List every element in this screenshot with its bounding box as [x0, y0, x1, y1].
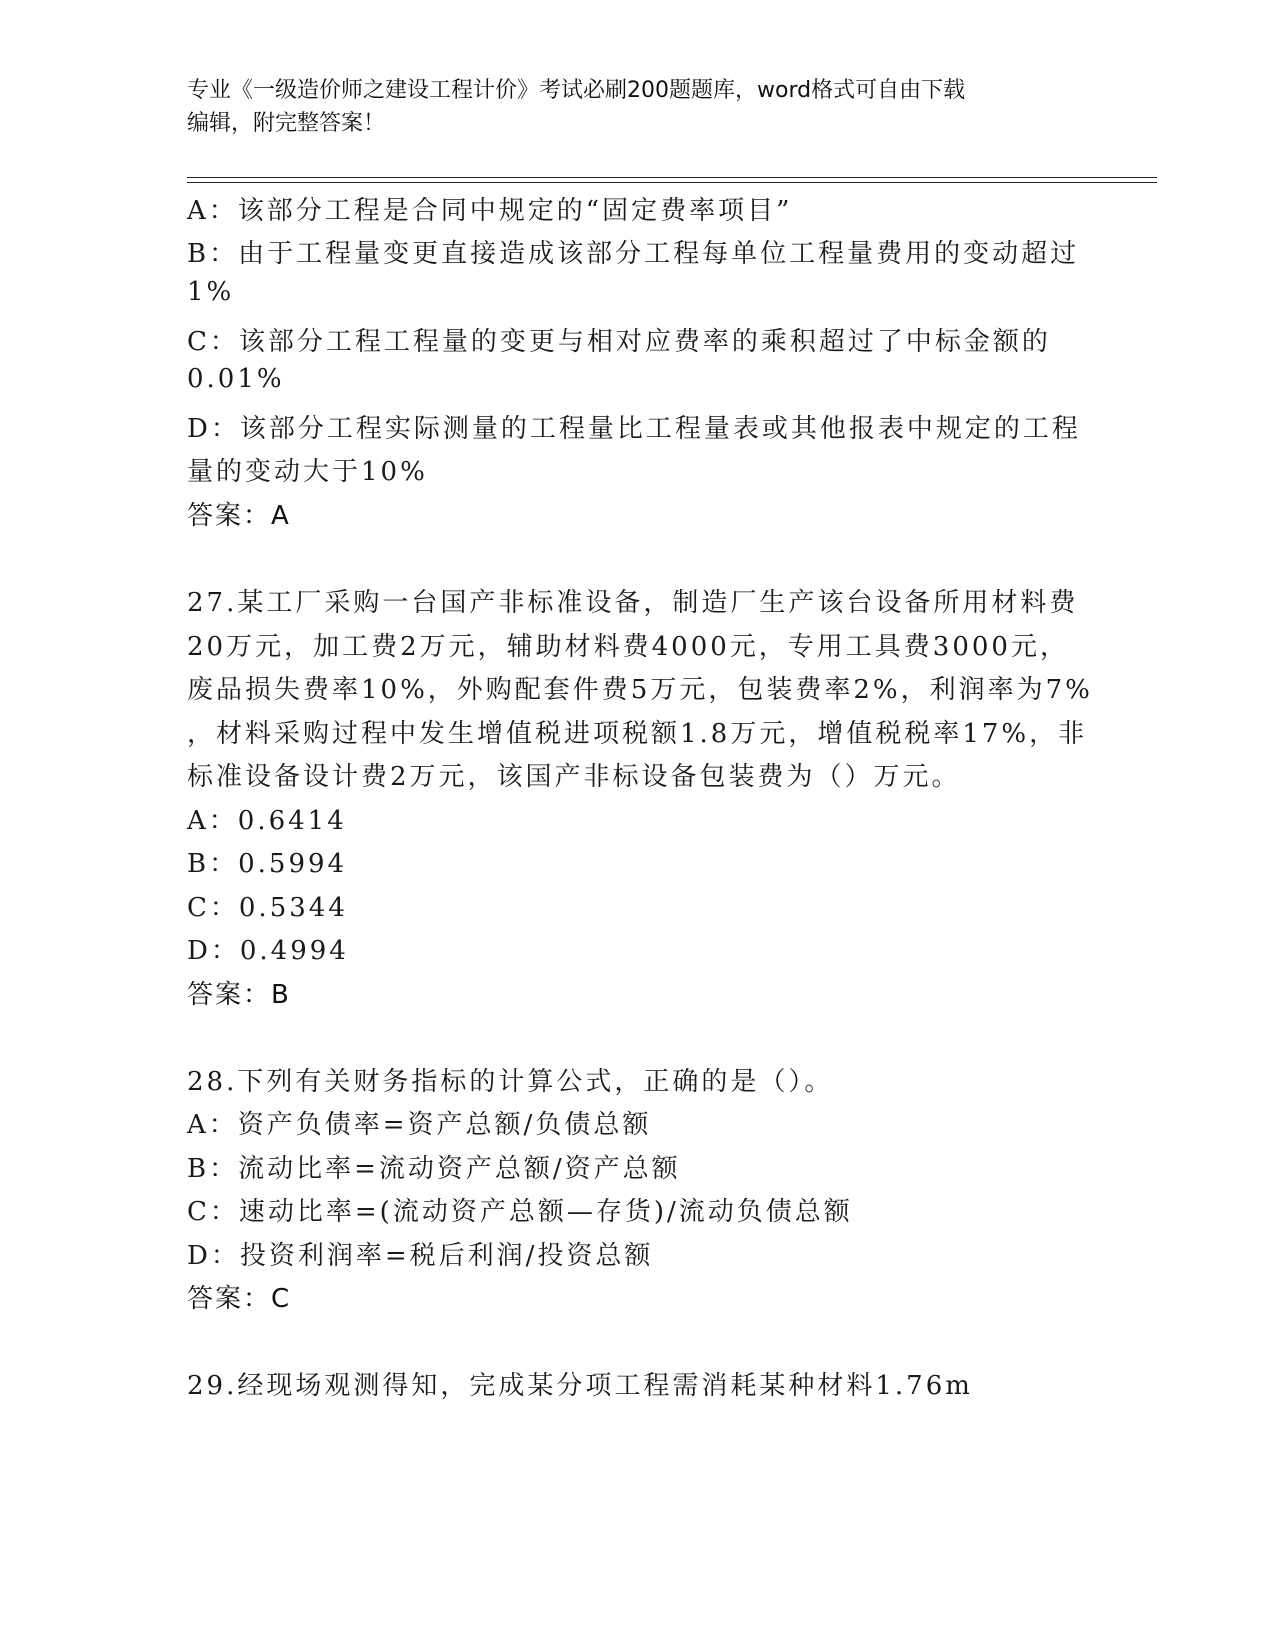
q27-option-d: D：0.4994	[187, 936, 349, 966]
q28-stem: 28.下列有关财务指标的计算公式，正确的是（）。	[187, 1067, 834, 1097]
q27-option-b: B：0.5994	[187, 849, 348, 879]
q27-option-c: C：0.5344	[187, 893, 348, 923]
q26-option-a: A：该部分工程是合同中规定的“固定费率项目”	[187, 196, 793, 226]
q28-option-b: B：流动比率=流动资产总额/资产总额	[187, 1154, 681, 1184]
q27-stem-line-4: ，材料采购过程中发生增值税进项税额1.8万元，增值税税率17%，非	[187, 719, 1088, 749]
header-subtitle-line: 编辑，附完整答案！	[187, 111, 386, 136]
q26-option-d: D：该部分工程实际测量的工程量比工程量表或其他报表中规定的工程	[187, 414, 1081, 444]
q26-option-c-continued: 0.01%	[187, 364, 285, 394]
q26-answer: 答案：A	[187, 501, 291, 531]
q29-stem: 29.经现场观测得知，完成某分项工程需消耗某种材料1.76m	[187, 1371, 973, 1401]
q26-option-c: C：该部分工程工程量的变更与相对应费率的乘积超过了中标金额的	[187, 327, 1051, 357]
q26-option-b-continued: 1%	[187, 277, 235, 307]
header-divider-thin	[187, 182, 1157, 183]
header-divider-thick	[187, 177, 1157, 178]
q28-answer: 答案：C	[187, 1284, 292, 1314]
header-title-line: 专业《一级造价师之建设工程计价》考试必刷200题题库，word格式可自由下载	[187, 78, 966, 103]
q26-option-d-continued: 量的变动大于10%	[187, 457, 428, 487]
q27-answer: 答案：B	[187, 980, 291, 1010]
q27-stem-line-1: 27.某工厂采购一台国产非标准设备，制造厂生产该台设备所用材料费	[187, 588, 1079, 618]
q26-option-b: B：由于工程量变更直接造成该部分工程每单位工程量费用的变动超过	[187, 239, 1080, 269]
q27-stem-line-2: 20万元，加工费2万元，辅助材料费4000元，专用工具费3000元，	[187, 632, 1069, 662]
q27-option-a: A：0.6414	[187, 806, 347, 836]
q27-stem-line-3: 废品损失费率10%，外购配套件费5万元，包装费率2%，利润率为7%	[187, 675, 1093, 705]
q27-stem-line-5: 标准设备设计费2万元，该国产非标设备包装费为（）万元。	[187, 762, 961, 792]
document-header	[187, 74, 1087, 140]
q28-option-d: D：投资利润率=税后利润/投资总额	[187, 1241, 654, 1271]
q28-option-a: A：资产负债率=资产总额/负债总额	[187, 1110, 652, 1140]
q28-option-c: C：速动比率=(流动资产总额—存货)/流动负债总额	[187, 1197, 853, 1227]
